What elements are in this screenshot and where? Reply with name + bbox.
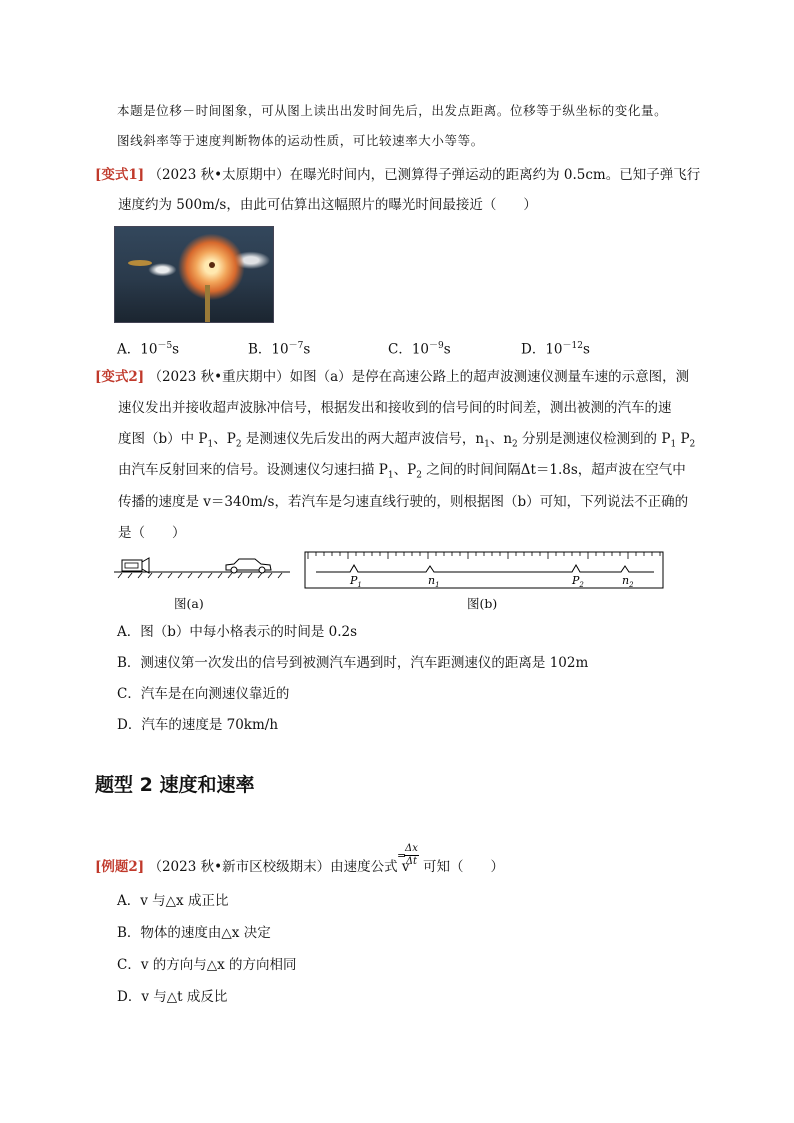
question-3-line-1 xyxy=(95,857,410,877)
signal-trace xyxy=(316,565,654,572)
q3-option-c[interactable]: C．v 的方向与△x 的方向相同 xyxy=(117,957,297,973)
question-3-text-before: （2023 秋•新市区校级期末）由速度公式 v xyxy=(148,859,410,875)
q2-l3-b: 、P xyxy=(213,431,236,447)
q1-option-c-exp: －9 xyxy=(429,341,444,351)
question-2-line-5: 传播的速度是 v＝340m/s，若汽车是匀速直线行驶的，则根据图（b）可知，下列说法不正确的 xyxy=(118,494,689,510)
q1-option-d-exp: －12 xyxy=(562,341,583,351)
question-2-line-4 xyxy=(118,460,686,486)
q2-option-b[interactable]: B．测速仪第一次发出的信号到被测汽车遇到时，汽车距测速仪的距离是 102m xyxy=(117,655,589,671)
q2-l4-b: 、P xyxy=(393,462,417,478)
fraction-denominator: Δt xyxy=(405,856,418,867)
q2-l3-a: 度图（b）中 P xyxy=(118,431,208,447)
q1-option-b-exp: －7 xyxy=(288,341,304,351)
q2-l3-sub-c: 1 xyxy=(484,439,490,450)
speed-detector-icon xyxy=(122,558,149,573)
section-title: 题型 2 速度和速率 xyxy=(95,774,255,796)
q1-option-b-label: B．10 xyxy=(248,341,289,358)
figure-a-diagram xyxy=(114,548,290,580)
bullet-photo-details xyxy=(115,227,273,322)
figure-b-diagram xyxy=(302,548,668,592)
question-1-tag: [变式1] xyxy=(95,167,145,183)
q2-l3-sub-a: 1 xyxy=(207,439,214,450)
q1-option-a-exp: －5 xyxy=(157,341,173,351)
question-2-line-3 xyxy=(118,429,695,455)
q1-option-c-unit: s xyxy=(443,341,451,358)
question-2-text-1: （2023 秋•重庆期中）如图（a）是停在高速公路上的超声波测速仪测量车速的示意图，测 xyxy=(148,369,690,385)
question-2-line-1 xyxy=(95,367,689,387)
q1-option-d-label: D．10 xyxy=(521,341,563,358)
bullet-icon xyxy=(128,260,152,266)
q3-option-a[interactable]: A．v 与△x 成正比 xyxy=(117,893,229,909)
q1-option-b[interactable] xyxy=(248,336,310,360)
q1-option-a[interactable] xyxy=(117,336,179,360)
bullet-apple-photo xyxy=(114,226,274,323)
q1-option-c-label: C．10 xyxy=(388,341,430,358)
q1-option-d-unit: s xyxy=(582,341,590,358)
q2-l3-d: 、n xyxy=(489,431,513,447)
label-n1: $n_1$ xyxy=(428,574,440,589)
scan-strip-ticks xyxy=(308,552,660,559)
q1-option-a-label: A．10 xyxy=(117,341,158,358)
question-3-text-after: 可知（ ） xyxy=(423,859,504,875)
label-p1: $P_1$ xyxy=(350,574,362,589)
car-icon xyxy=(226,559,271,573)
q3-option-b[interactable]: B．物体的速度由△x 决定 xyxy=(117,925,271,941)
q2-l3-sub-e: 1 xyxy=(670,439,677,450)
q2-l3-c: 是测速仪先后发出的两大超声波信号，n xyxy=(241,431,485,447)
q2-l3-e: 分别是测速仪检测到的 P xyxy=(517,431,671,447)
intro-line-2: 图线斜率等于速度判断物体的运动性质，可比较速率大小等等。 xyxy=(117,133,484,148)
q1-option-a-unit: s xyxy=(172,341,180,358)
q2-l3-f: P xyxy=(676,431,690,447)
q2-option-d[interactable]: D．汽车的速度是 70km/h xyxy=(117,717,279,733)
question-1-line-2: 速度约为 500m/s，由此可估算出这幅照片的曝光时间最接近（ ） xyxy=(118,197,537,213)
q2-option-a[interactable]: A．图（b）中每小格表示的时间是 0.2s xyxy=(117,624,358,640)
stand-post xyxy=(205,285,210,322)
q3-option-d[interactable]: D．v 与△t 成反比 xyxy=(117,989,228,1005)
q2-l4-sub-a: 1 xyxy=(387,470,394,481)
road-hatching xyxy=(118,573,282,578)
q2-l3-sub-d: 2 xyxy=(512,439,518,450)
q2-l4-c: 之间的时间间隔Δt＝1.8s，超声波在空气中 xyxy=(421,462,686,478)
question-2-tag: [变式2] xyxy=(95,369,145,385)
figure-a-caption: 图(a) xyxy=(174,596,204,611)
intro-line-1: 本题是位移－时间图象，可从图上读出出发时间先后，出发点距离。位移等于纵坐标的变化量。 xyxy=(117,103,668,118)
label-p2: $P_2$ xyxy=(572,574,584,589)
q1-option-b-unit: s xyxy=(303,341,311,358)
label-n2: $n_2$ xyxy=(622,574,634,589)
q2-l3-sub-f: 2 xyxy=(689,439,696,450)
equals-sign: = xyxy=(397,849,407,862)
bullet-hole xyxy=(209,262,215,268)
velocity-fraction xyxy=(404,843,419,868)
fraction-numerator: Δx xyxy=(405,843,418,854)
figure-b-caption: 图(b) xyxy=(467,596,498,611)
q2-l3-sub-b: 2 xyxy=(235,439,242,450)
q1-option-d[interactable] xyxy=(521,336,590,360)
question-1-line-1 xyxy=(95,165,700,185)
question-3-tag: [例题2] xyxy=(95,859,145,875)
question-1-text-1: （2023 秋•太原期中）在曝光时间内，已测算得子弹运动的距离约为 0.5cm。已知子弹飞行 xyxy=(148,167,701,183)
question-2-line-2: 速仪发出并接收超声波脉冲信号，根据发出和接收到的信号间的时间差，测出被测的汽车的速 xyxy=(118,400,672,416)
q1-option-c[interactable] xyxy=(388,336,451,360)
q2-l4-sub-b: 2 xyxy=(416,470,422,481)
q2-l4-a: 由汽车反射回来的信号。设测速仪匀速扫描 P xyxy=(118,462,388,478)
question-2-line-6: 是（ ） xyxy=(118,525,186,541)
q2-option-c[interactable]: C．汽车是在向测速仪靠近的 xyxy=(117,686,290,702)
